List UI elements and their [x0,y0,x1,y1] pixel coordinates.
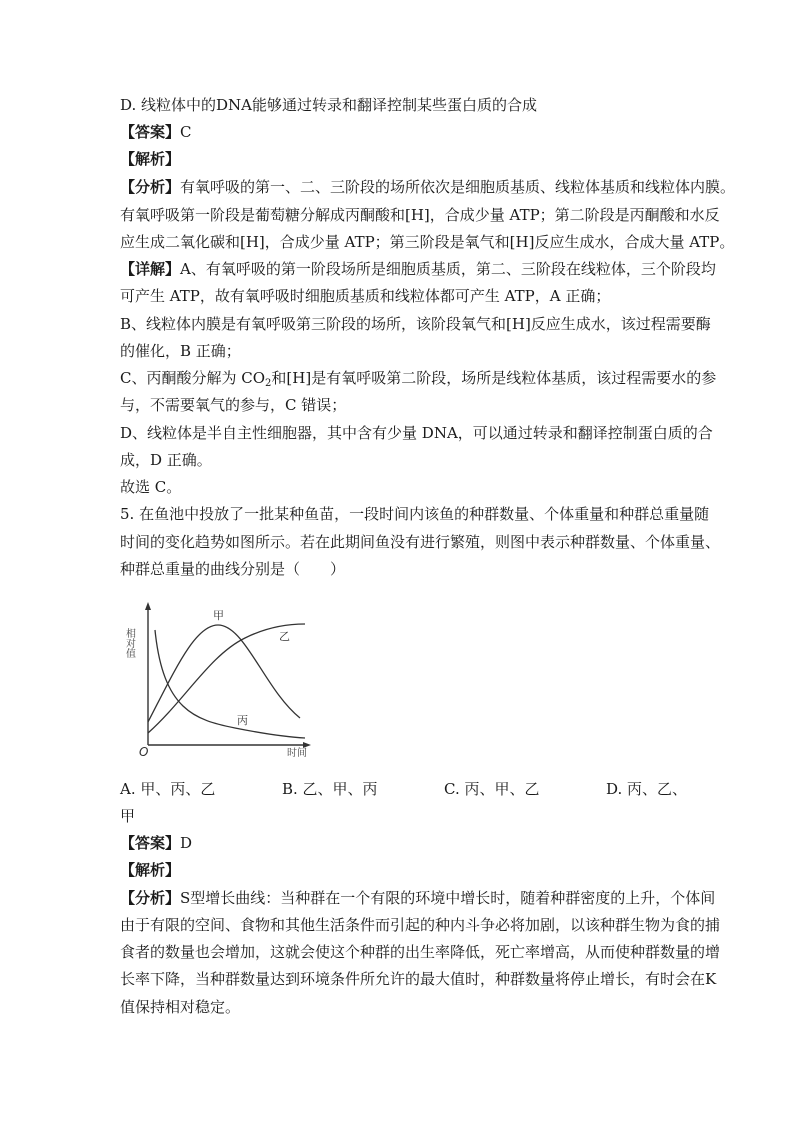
c-line-1 [120,368,716,388]
option-d: D. 丙、乙、 [606,780,688,798]
y-axis-label: 相对值 [123,628,135,658]
q5-stem-1: 5. 在鱼池中投放了一批某种鱼苗，一段时间内该鱼的种群数量、个体重量和种群总重量随 [120,505,710,523]
xiangjie-line-1 [120,259,716,279]
population-curves-figure [115,600,315,760]
option-d-wrap: 甲 [120,807,136,825]
answer-tag: 【答案】 [120,123,181,141]
d-line-1: D、线粒体是半自主性细胞器，其中含有少量 DNA，可以通过转录和翻译控制蛋白质的合 [120,424,713,442]
q5-fenxi-line-5: 值保持相对稳定。 [120,998,241,1016]
fenxi-text-1: 有氧呼吸的第一、二、三阶段的场所依次是细胞质基质、线粒体基质和线粒体内膜。 [180,178,736,196]
q5-fenxi-line-3: 食者的数量也会增加，这就会使这个种群的出生率降低，死亡率增高，从而使种群数量的增 [120,943,721,961]
b-line-1: B、线粒体内膜是有氧呼吸第三阶段的场所，该阶段氧气和[H]反应生成水，该过程需要酶 [120,315,711,333]
d-line-2: 成，D 正确。 [120,451,212,469]
option-b: B. 乙、甲、丙 [282,780,378,798]
q5-fenxi-line-1 [120,888,715,908]
fenxi-line-1 [120,177,735,197]
curve-yi-label: 乙 [279,630,290,643]
q5-fenxi-line-4: 长率下降，当种群数量达到环境条件所允许的最大值时，种群数量将停止增长，有时会在K [120,970,717,988]
jiexi-tag: 【解析】 [120,150,181,168]
fenxi-line-3: 应生成二氧化碳和[H]，合成少量 ATP；第三阶段是氧气和[H]反应生成水，合成大量 ATP。 [120,233,735,251]
curve-bing-label: 丙 [237,714,248,727]
fenxi-tag: 【分析】 [120,178,181,196]
answer-value: C [180,123,192,141]
option-a: A. 甲、丙、乙 [120,780,216,798]
curve-jia [148,625,300,722]
q5-fenxi-line-2: 由于有限的空间、食物和其他生活条件而引起的种内斗争必将加剧，以该种群生物为食的捕 [120,916,721,934]
y-axis-arrow [145,602,151,610]
x-axis-label: 时间 [287,748,307,759]
q5-stem-3: 种群总重量的曲线分别是（ ） [120,560,346,578]
option-d-text: D. 线粒体中的DNA能够通过转录和翻译控制某些蛋白质的合成 [120,96,538,114]
xiangjie-tag: 【详解】 [120,260,181,278]
q5-answer-line [120,833,192,853]
option-c: C. 丙、甲、乙 [444,780,540,798]
curve-bing [155,630,305,738]
xiangjie-line-2: 可产生 ATP，故有氧呼吸时细胞质基质和线粒体都可产生 ATP，A 正确； [120,287,611,305]
q5-jiexi-tag: 【解析】 [120,861,181,879]
q5-stem-2: 时间的变化趋势如图所示。若在此期间鱼没有进行繁殖，则图中表示种群数量、个体重量、 [120,533,721,551]
c-line-2: 与，不需要氧气的参与，C 错误； [120,396,347,414]
xiangjie-text-1: A、有氧呼吸的第一阶段场所是细胞质基质，第二、三阶段在线粒体，三个阶段均 [180,260,716,278]
fenxi-line-2: 有氧呼吸第一阶段是葡萄糖分解成丙酮酸和[H]，合成少量 ATP；第二阶段是丙酮酸和水反 [120,206,720,224]
c-text-a: C、丙酮酸分解为 CO [120,369,266,387]
b-line-2: 的催化，B 正确； [120,342,241,360]
q5-answer-value: D [180,834,193,852]
q5-answer-tag: 【答案】 [120,834,181,852]
conclusion: 故选 C。 [120,478,182,496]
curve-jia-label: 甲 [213,609,224,622]
c-text-b: 和[H]是有氧呼吸第二阶段，场所是线粒体基质，该过程需要水的参 [271,369,717,387]
q5-fenxi-text-1: S型增长曲线：当种群在一个有限的环境中增长时，随着种群密度的上升，个体间 [180,889,716,907]
co2-subscript: 2 [265,378,272,389]
q5-fenxi-tag: 【分析】 [120,889,181,907]
answer-line [120,122,192,142]
origin-label: O [139,745,149,759]
